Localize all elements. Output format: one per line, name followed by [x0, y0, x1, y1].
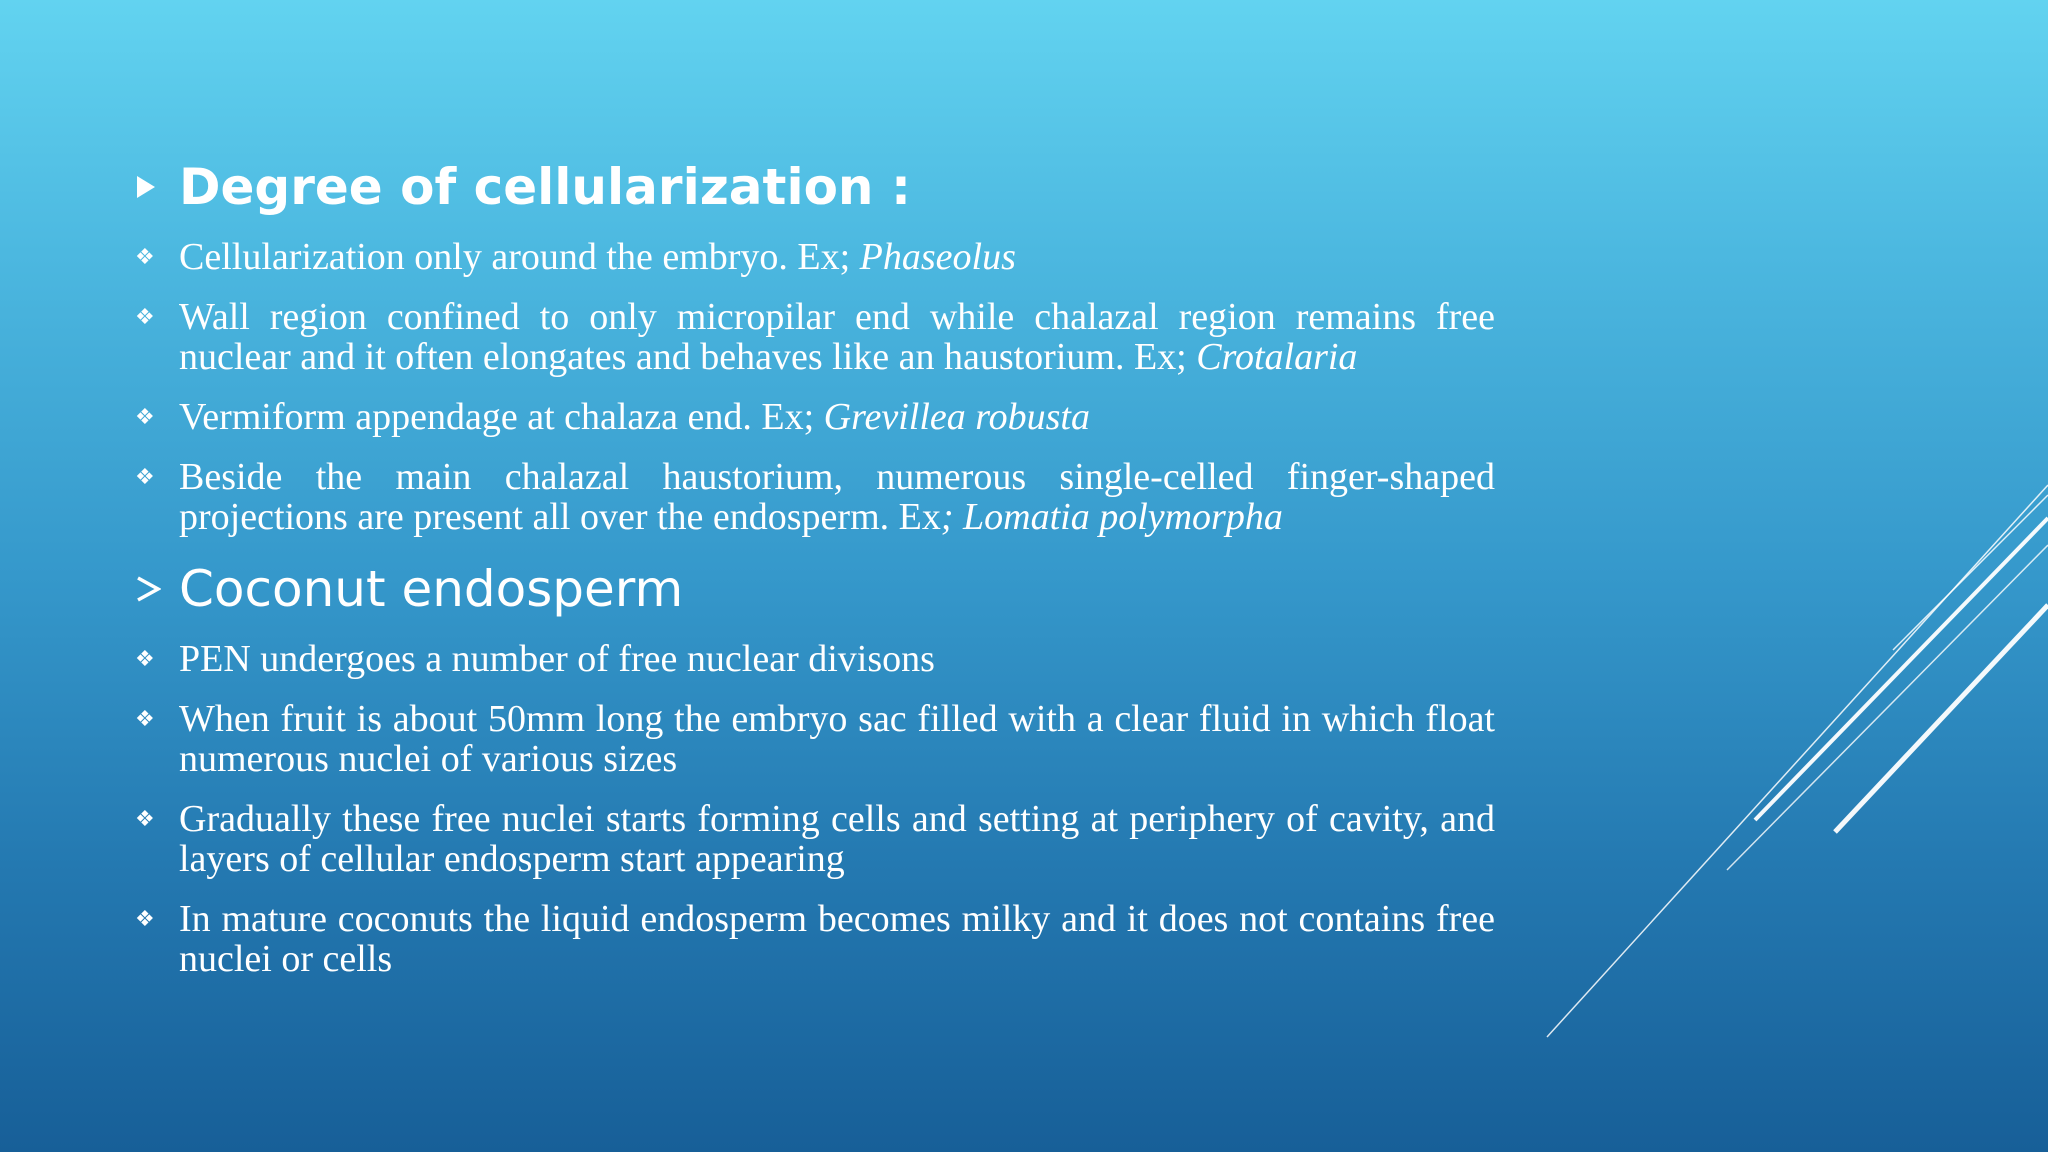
species-name: ; Lomatia polymorpha — [940, 496, 1283, 538]
four-diamond-icon: ❖ — [135, 706, 155, 732]
four-diamond-icon: ❖ — [135, 244, 155, 270]
species-name: Crotalaria — [1196, 336, 1358, 378]
deco-line-3 — [1727, 545, 2048, 870]
deco-line-2 — [1755, 518, 2048, 820]
list-item — [135, 639, 1495, 679]
bullet-text: Beside the main chalazal haustorium, numerous single-celled finger-shaped projections are present all over the endosperm. Ex; Lomatia polymorpha — [179, 456, 1495, 538]
list-item — [135, 699, 1495, 779]
bullet-text: Vermiform appendage at chalaza end. Ex; Grevillea robusta — [179, 396, 1090, 438]
list-item — [135, 899, 1495, 979]
bullet-text: Gradually these free nuclei starts forming cells and setting at periphery of cavity, and layers of cellular endosperm start appearing — [179, 798, 1495, 880]
bullet-text: Cellularization only around the embryo. Ex; Phaseolus — [179, 236, 1016, 278]
bullet-text: In mature coconuts the liquid endosperm becomes milky and it does not contains free nuclei or cells — [179, 898, 1495, 980]
slide-content — [135, 155, 1495, 999]
four-diamond-icon: ❖ — [135, 906, 155, 932]
species-name: Grevillea robusta — [823, 396, 1090, 438]
four-diamond-icon: ❖ — [135, 404, 155, 430]
list-item — [135, 457, 1495, 537]
list-item — [135, 799, 1495, 879]
deco-line-5 — [1547, 485, 2048, 1037]
triangle-right-icon — [135, 174, 179, 200]
deco-line-4 — [1835, 605, 2048, 832]
four-diamond-icon: ❖ — [135, 304, 155, 330]
bullet-text: When fruit is about 50mm long the embryo sac filled with a clear fluid in which float numerous nuclei of various sizes — [179, 698, 1495, 780]
section-heading-coconut — [135, 557, 1495, 621]
bullet-text: Wall region confined to only micropilar end while chalazal region remains free nuclear and it often elongates and behaves like an haustorium. Ex; Crotalaria — [179, 296, 1495, 378]
heading-text: Degree of cellularization : — [179, 158, 911, 216]
four-diamond-icon: ❖ — [135, 464, 155, 490]
heading-text: Coconut endosperm — [179, 560, 684, 618]
section-heading-cellularization — [135, 155, 1495, 219]
list-item — [135, 237, 1495, 277]
four-diamond-icon: ❖ — [135, 806, 155, 832]
four-diamond-icon: ❖ — [135, 646, 155, 672]
list-item — [135, 397, 1495, 437]
list-item — [135, 297, 1495, 377]
arrowhead-icon — [135, 575, 179, 603]
bullet-text: PEN undergoes a number of free nuclear divisons — [179, 638, 935, 680]
species-name: Phaseolus — [859, 236, 1016, 278]
